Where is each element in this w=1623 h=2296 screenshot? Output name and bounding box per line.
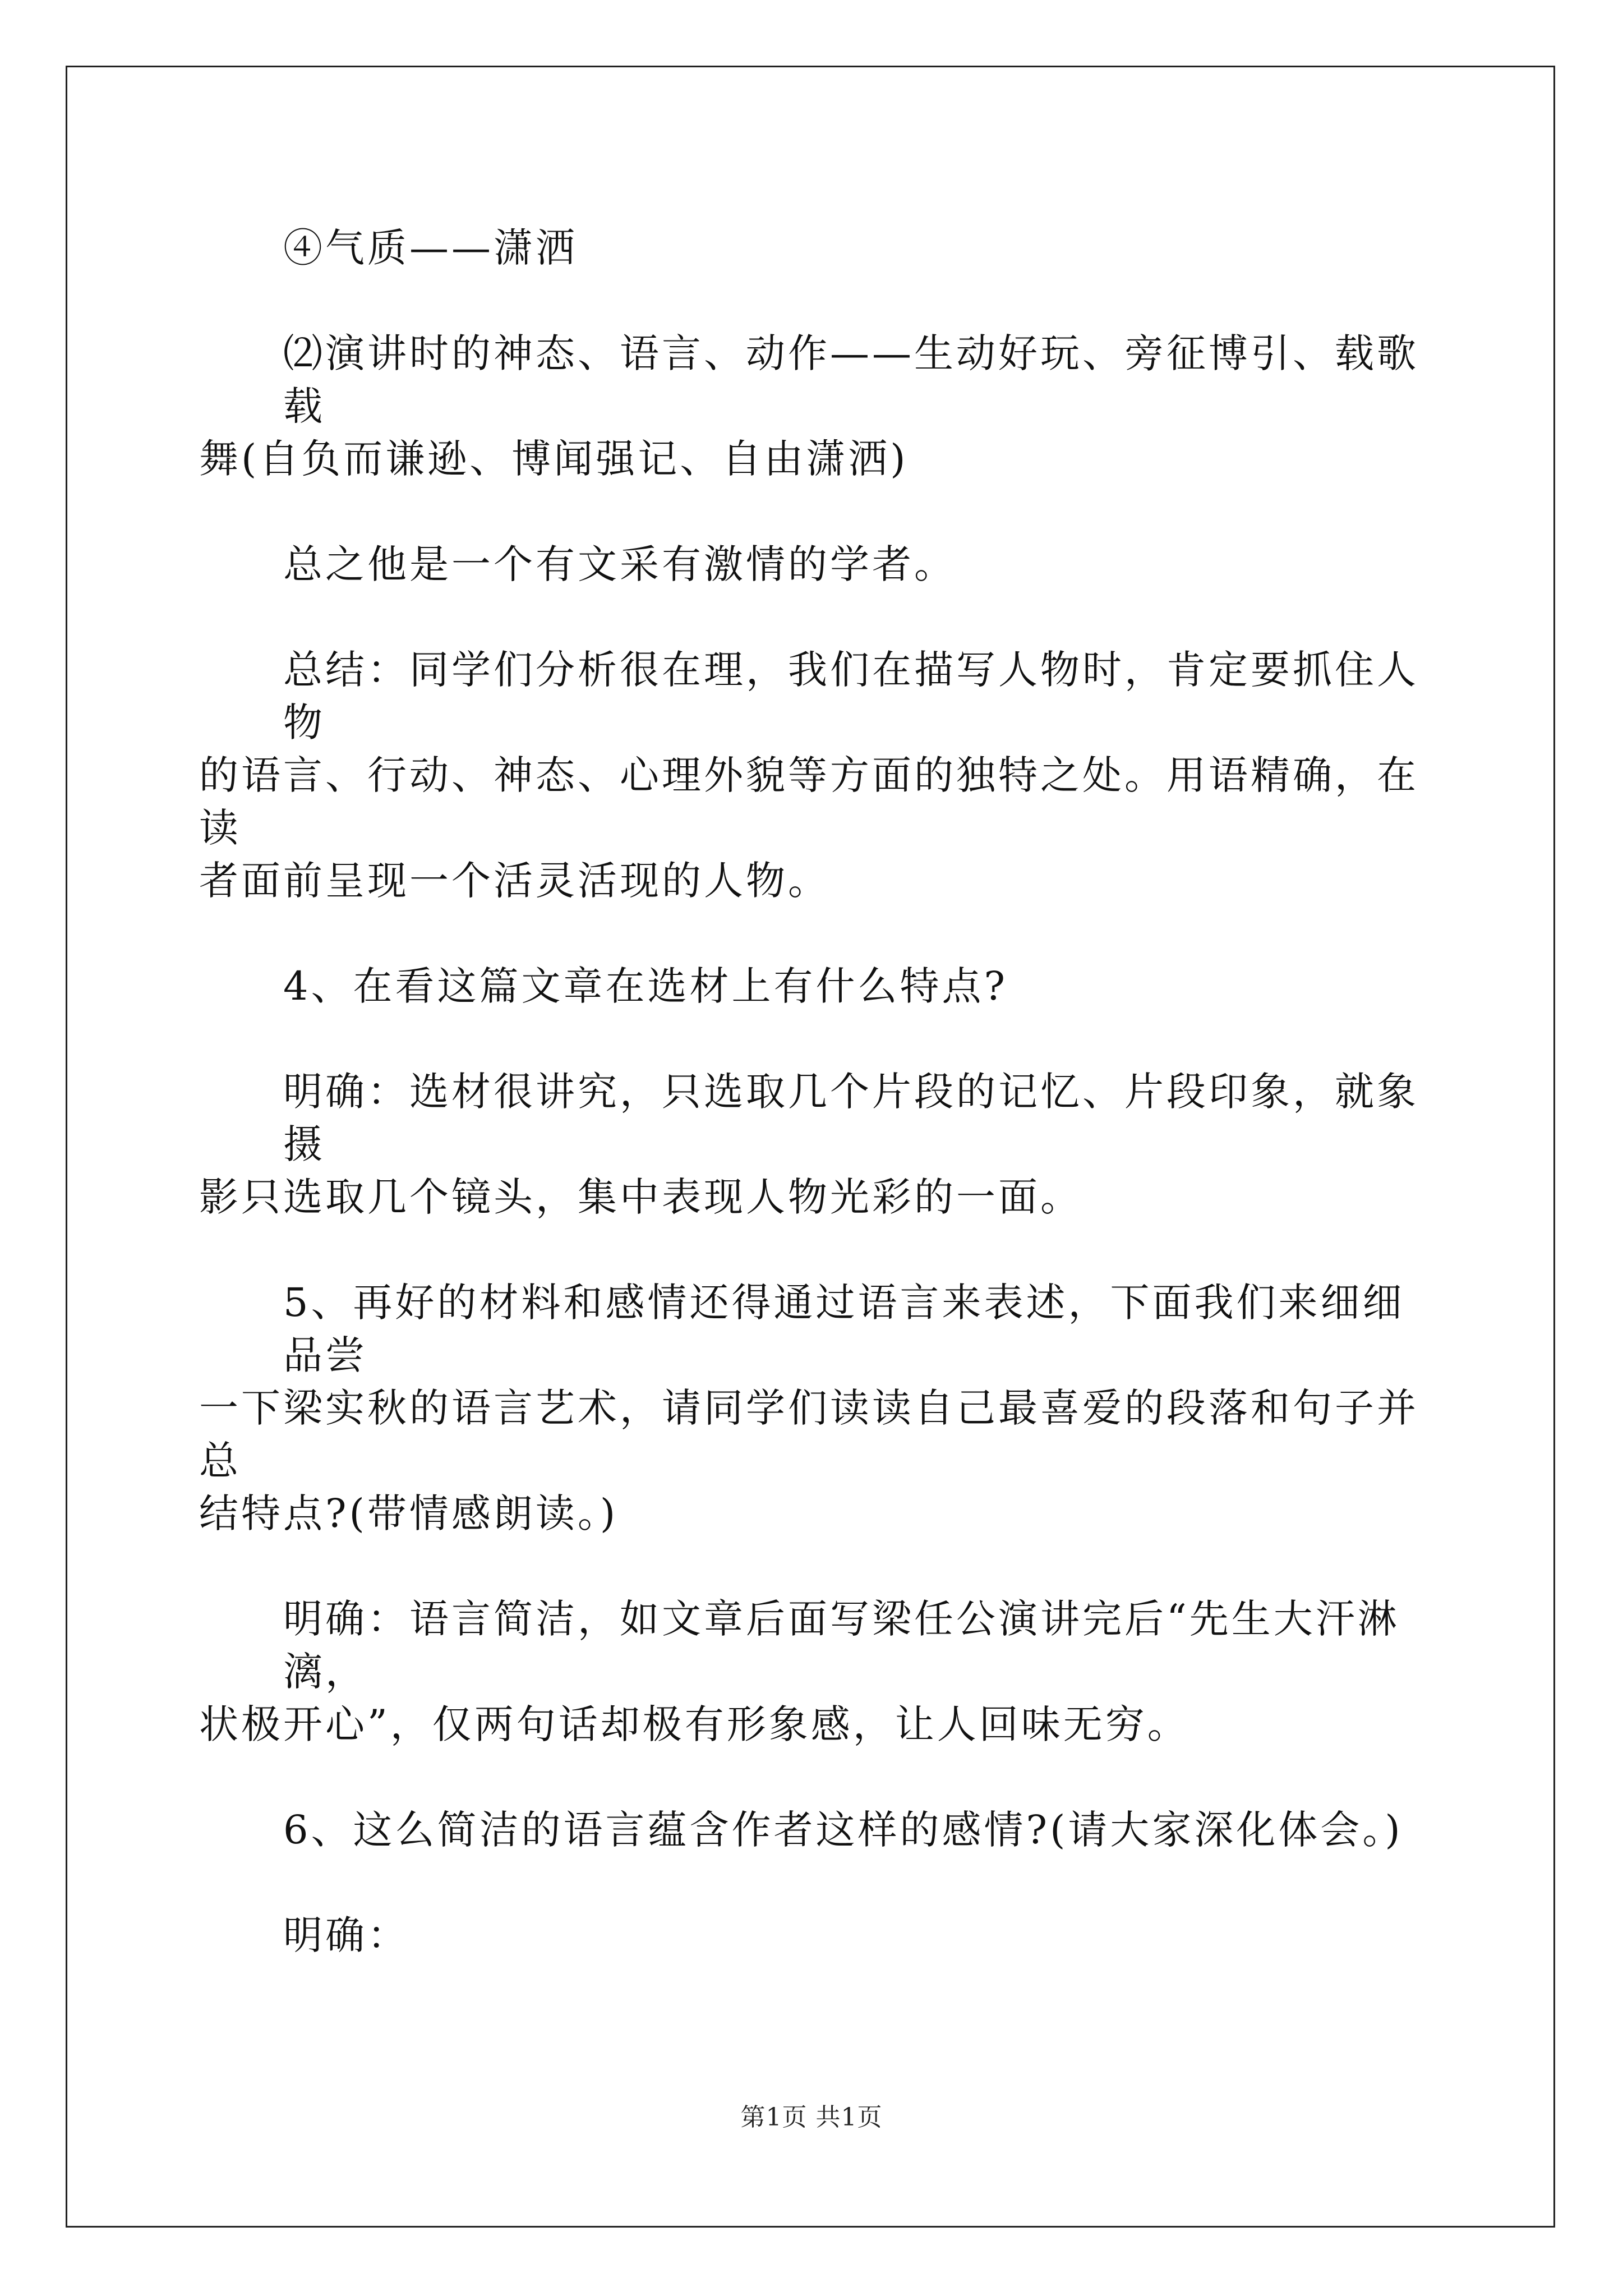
text-line-6: 的语言、行动、神态、心理外貌等方面的独特之处。用语精确，在读 (199, 752, 1419, 851)
text-line-10: 影只选取几个镜头，集中表现人物光彩的一面。 (199, 1174, 1082, 1220)
text-line-5: 总结：同学们分析很在理，我们在描写人物时，肯定要抓住人物 (283, 647, 1419, 746)
text-line-11: 5、再好的材料和感情还得通过语言来表述，下面我们来细细品尝 (283, 1280, 1405, 1378)
text-line-16: 6、这么简洁的语言蕴含作者这样的感情?(请大家深化体会。) (283, 1807, 1403, 1853)
text-line-13: 结特点?(带情感朗读。) (199, 1490, 619, 1536)
text-line-12: 一下梁实秋的语言艺术，请同学们读读自己最喜爱的段落和句子并总 (199, 1385, 1419, 1484)
text-line-17: 明确： (283, 1912, 409, 1958)
text-line-7: 者面前呈现一个活灵活现的人物。 (199, 858, 830, 904)
text-line-14: 明确：语言简洁，如文章后面写梁任公演讲完后“先生大汗淋漓， (283, 1596, 1400, 1695)
text-line-15: 状极开心”，仅两句话却极有形象感，让人回味无穷。 (199, 1701, 1189, 1747)
page-number-footer: 第1页 共1页 (740, 2103, 883, 2132)
text-line-3: 舞(自负而谦逊、博闻强记、自由潇洒) (199, 436, 909, 482)
text-line-4: 总之他是一个有文采有激情的学者。 (283, 541, 956, 587)
text-line-8: 4、在看这篇文章在选材上有什么特点? (283, 963, 1008, 1009)
text-line-9: 明确：选材很讲究，只选取几个片段的记忆、片段印象，就象摄 (283, 1069, 1419, 1167)
text-line-2: ⑵演讲时的神态、语言、动作——生动好玩、旁征博引、载歌载 (283, 330, 1419, 429)
text-line-1: ④气质——潇洒 (283, 225, 578, 271)
